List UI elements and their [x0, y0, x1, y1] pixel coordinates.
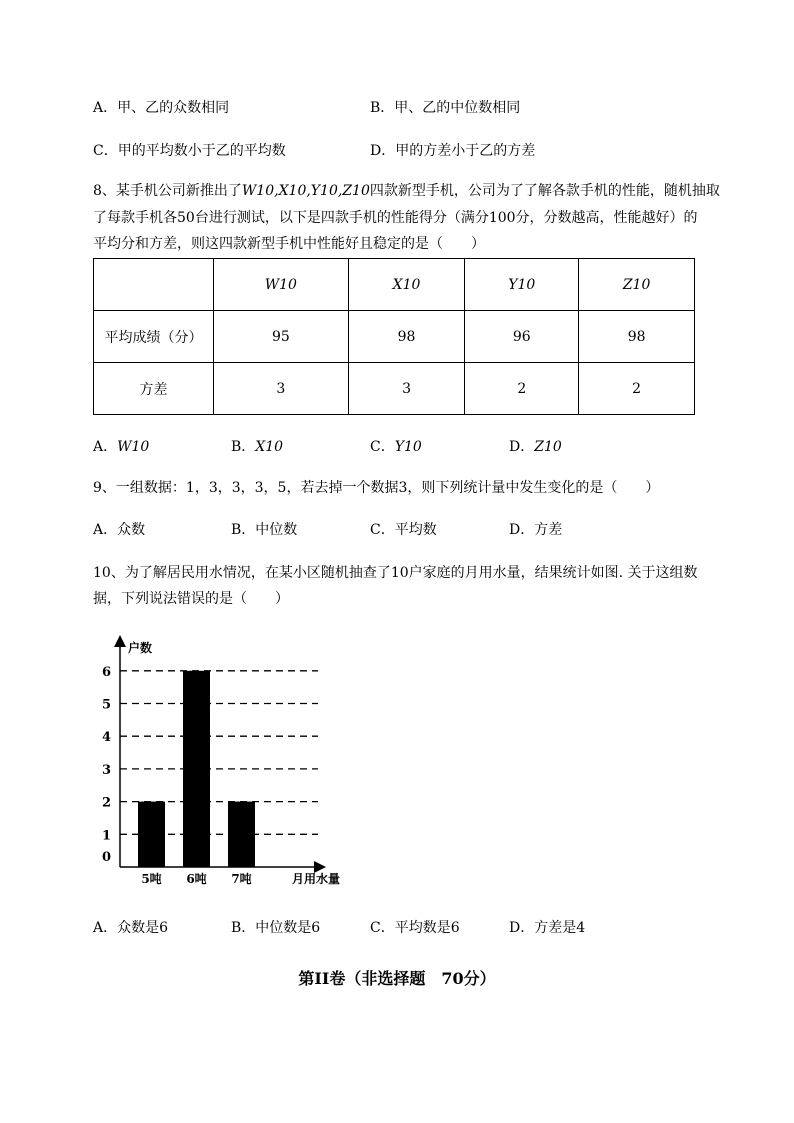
- q7-option-d: D．甲的方差小于乙的方差: [370, 143, 536, 159]
- q9-stem: 9、一组数据：1，3，3，3，5，若去掉一个数据3，则下列统计量中发生变化的是（ ）: [93, 480, 660, 496]
- q10-stem-line-1: 10、为了解居民用水情况，在某小区随机抽查了10户家庭的月用水量，结果统计如图. 关于这组数: [93, 565, 698, 581]
- table-cell: 3: [214, 363, 349, 415]
- y-tick-label: 0: [102, 850, 112, 865]
- table-header-cell: W10: [214, 259, 349, 311]
- section-title: 第II卷（非选择题 70分）: [298, 969, 496, 988]
- table-cell: 平均成绩（分）: [94, 311, 214, 363]
- y-tick-label: 1: [102, 828, 112, 844]
- bar: [183, 671, 210, 867]
- table-header-cell: Y10: [465, 259, 579, 311]
- q8-stem-line-1: [93, 181, 720, 201]
- bar-chart-svg: [90, 630, 360, 890]
- q8-stem-prefix: 8、某手机公司新推出了: [93, 183, 242, 199]
- table-cell: 2: [465, 363, 579, 415]
- table-header-row: [94, 259, 695, 311]
- q10-option-d: D．方差是4: [509, 920, 586, 936]
- y-axis-label: 户数: [128, 641, 153, 655]
- x-tick-label: 6吨: [186, 872, 207, 886]
- q9-option-b: B．中位数: [231, 522, 298, 538]
- table-cell: 95: [214, 311, 349, 363]
- q7-option-c: C．甲的平均数小于乙的平均数: [93, 143, 286, 159]
- q9-option-c: C．平均数: [370, 522, 437, 538]
- x-axis-label: 月用水量: [292, 872, 341, 886]
- table-cell: 方差: [94, 363, 214, 415]
- x-tick-label: 5吨: [141, 872, 162, 886]
- q8-stem-suffix: 四款新型手机，公司为了了解各款手机的性能，随机抽取: [369, 183, 720, 199]
- bar: [228, 802, 255, 867]
- q10-option-b: B．中位数是6: [231, 920, 321, 936]
- table-header-cell: X10: [348, 259, 465, 311]
- table-cell: 98: [348, 311, 465, 363]
- q10-option-c: C．平均数是6: [370, 920, 460, 936]
- q7-option-b: B．甲、乙的中位数相同: [370, 100, 521, 116]
- q8-phone-list: W10,X10,Y10,Z10: [241, 183, 370, 199]
- y-tick-label: 3: [102, 762, 112, 778]
- q8-option-a: A．W10: [93, 439, 150, 455]
- table-cell: 2: [579, 363, 695, 415]
- y-tick-label: 5: [102, 697, 112, 713]
- bar: [138, 802, 165, 867]
- table-cell: 98: [579, 311, 695, 363]
- q7-option-a: A．甲、乙的众数相同: [93, 100, 230, 116]
- q9-option-a: A．众数: [93, 522, 146, 538]
- q8-stem-line-3: 平均分和方差，则这四款新型手机中性能好且稳定的是（ ）: [93, 236, 485, 252]
- table-row: [94, 311, 695, 363]
- q10-stem-line-2: 据，下列说法错误的是（ ）: [93, 591, 289, 607]
- x-tick-label: 7吨: [231, 872, 252, 886]
- table-cell: 3: [348, 363, 465, 415]
- y-tick-label: 2: [102, 795, 112, 811]
- y-tick-label: 4: [102, 730, 112, 746]
- y-tick-label: 6: [102, 664, 112, 680]
- q9-option-d: D．方差: [509, 522, 563, 538]
- q8-option-b: B．X10: [231, 439, 284, 455]
- table-header-cell: Z10: [579, 259, 695, 311]
- q8-option-c: C．Y10: [370, 439, 422, 455]
- water-usage-chart: [90, 630, 360, 890]
- table-row: [94, 363, 695, 415]
- q8-option-d: D．Z10: [509, 439, 562, 455]
- q10-option-a: A．众数是6: [93, 920, 169, 936]
- q8-stem-line-2: 了每款手机各50台进行测试，以下是四款手机的性能得分（满分100分，分数越高，性能越好）的: [93, 210, 698, 226]
- table-cell: 96: [465, 311, 579, 363]
- table-header-cell: [94, 259, 214, 311]
- performance-table: [93, 258, 695, 415]
